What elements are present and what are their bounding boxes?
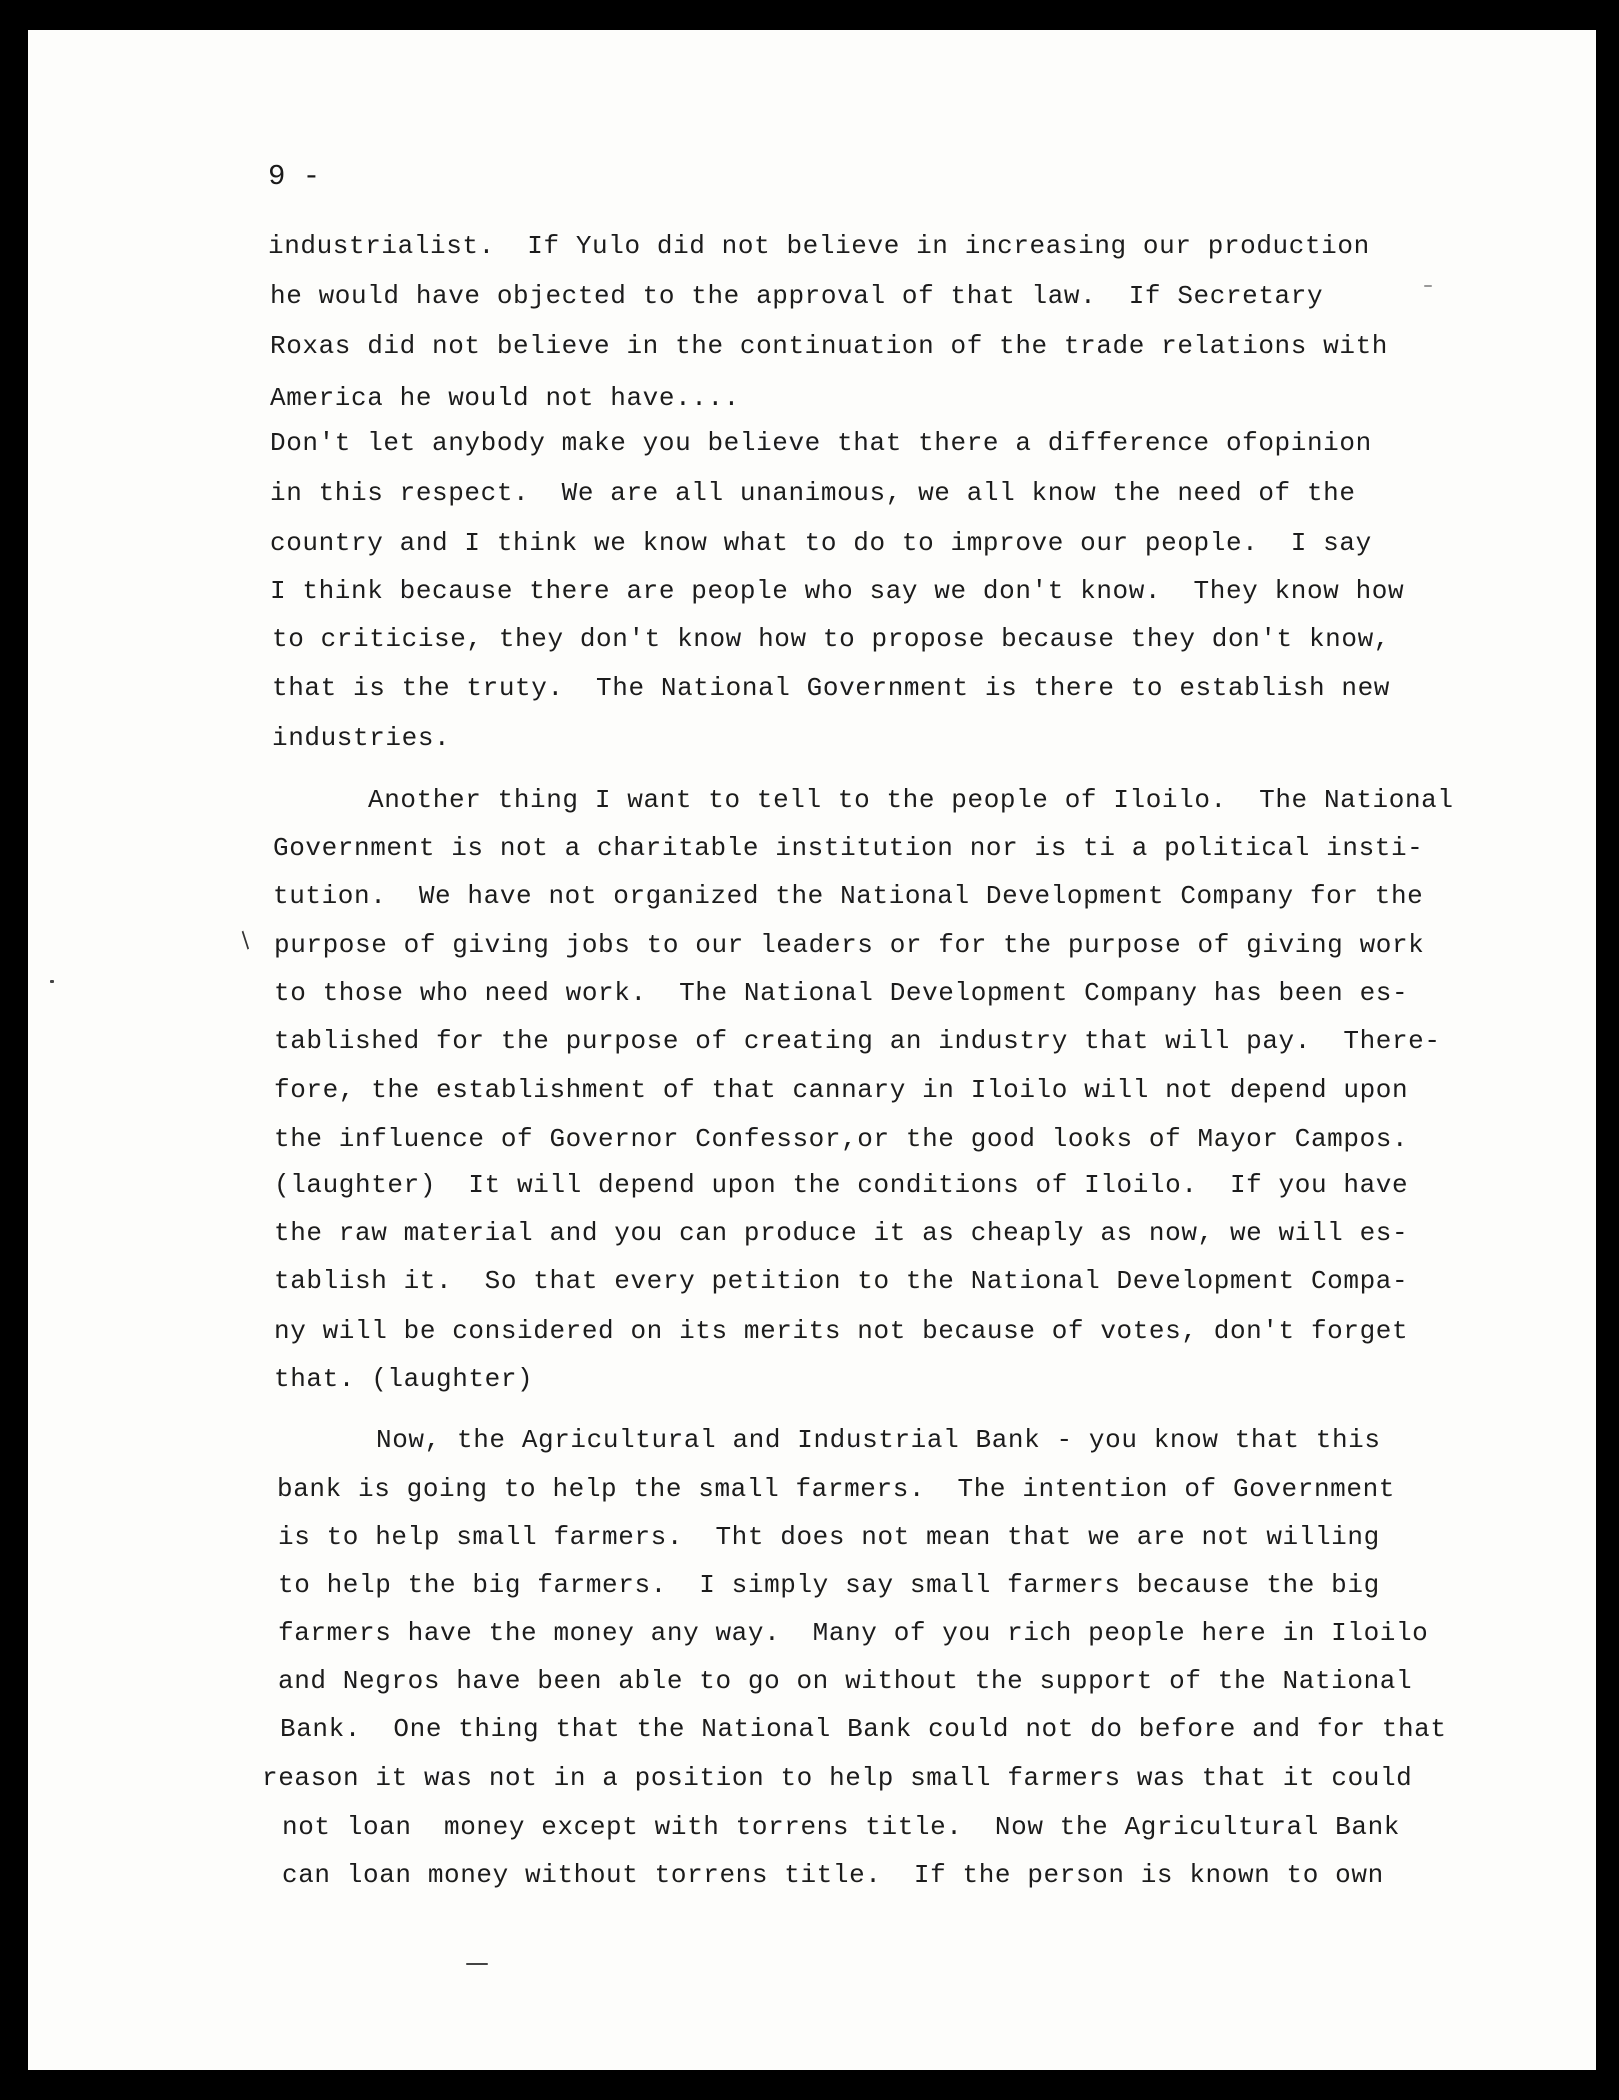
text-line: that is the truty. The National Government is there to establish new bbox=[272, 673, 1390, 703]
text-line: industrialist. If Yulo did not believe in increasing our production bbox=[268, 231, 1370, 261]
text-line: Don't let anybody make you believe that there a difference ofopinion bbox=[270, 428, 1372, 458]
text-line: Another thing I want to tell to the people of Iloilo. The National bbox=[368, 785, 1454, 815]
text-line: farmers have the money any way. Many of you rich people here in Iloilo bbox=[278, 1618, 1429, 1648]
text-line: tablished for the purpose of creating an industry that will pay. There- bbox=[274, 1026, 1441, 1056]
text-line: America he would not have.... bbox=[270, 383, 740, 413]
text-line: ny will be considered on its merits not because of votes, don't forget bbox=[274, 1316, 1409, 1346]
text-line: is to help small farmers. Tht does not mean that we are not willing bbox=[278, 1522, 1380, 1552]
text-line: country and I think we know what to do to improve our people. I say bbox=[270, 528, 1372, 558]
text-line: I think because there are people who say we don't know. They know how bbox=[270, 576, 1405, 606]
text-line: fore, the establishment of that cannary in Iloilo will not depend upon bbox=[274, 1075, 1409, 1105]
page-number: 9 - bbox=[268, 160, 321, 193]
text-line: industries. bbox=[272, 723, 451, 753]
text-line: to those who need work. The National Development Company has been es- bbox=[274, 978, 1409, 1008]
scan-speck bbox=[50, 980, 54, 983]
text-line: purpose of giving jobs to our leaders or for the purpose of giving work bbox=[274, 930, 1425, 960]
text-line: to criticise, they don't know how to propose because they don't know, bbox=[272, 624, 1390, 654]
text-line: to help the big farmers. I simply say small farmers because the big bbox=[278, 1570, 1380, 1600]
text-line: not loan money except with torrens title. Now the Agricultural Bank bbox=[282, 1812, 1400, 1842]
text-line: bank is going to help the small farmers. The intention of Government bbox=[277, 1474, 1395, 1504]
margin-tick-mark: / bbox=[235, 928, 256, 953]
text-line: the influence of Governor Confessor,or the good looks of Mayor Campos. bbox=[274, 1124, 1409, 1154]
text-line: and Negros have been able to go on without the support of the National bbox=[278, 1666, 1413, 1696]
scan-speck bbox=[1424, 285, 1432, 287]
text-line: tution. We have not organized the National Development Company for the bbox=[273, 881, 1424, 911]
text-line: that. (laughter) bbox=[274, 1364, 534, 1394]
scan-speck bbox=[466, 1963, 488, 1965]
text-line: (laughter) It will depend upon the conditions of Iloilo. If you have bbox=[274, 1170, 1409, 1200]
text-line: Bank. One thing that the National Bank could not do before and for that bbox=[280, 1714, 1447, 1744]
text-line: reason it was not in a position to help small farmers was that it could bbox=[262, 1763, 1413, 1793]
text-line: tablish it. So that every petition to the National Development Compa- bbox=[274, 1266, 1409, 1296]
text-line: in this respect. We are all unanimous, we all know the need of the bbox=[270, 478, 1356, 508]
text-line: can loan money without torrens title. If the person is known to own bbox=[282, 1860, 1384, 1890]
text-line: Now, the Agricultural and Industrial Bank - you know that this bbox=[376, 1425, 1381, 1455]
text-line: he would have objected to the approval of that law. If Secretary bbox=[270, 281, 1324, 311]
text-line: Government is not a charitable institution nor is ti a political insti- bbox=[273, 833, 1424, 863]
text-line: the raw material and you can produce it as cheaply as now, we will es- bbox=[274, 1218, 1409, 1248]
text-line: Roxas did not believe in the continuation of the trade relations with bbox=[270, 331, 1388, 361]
